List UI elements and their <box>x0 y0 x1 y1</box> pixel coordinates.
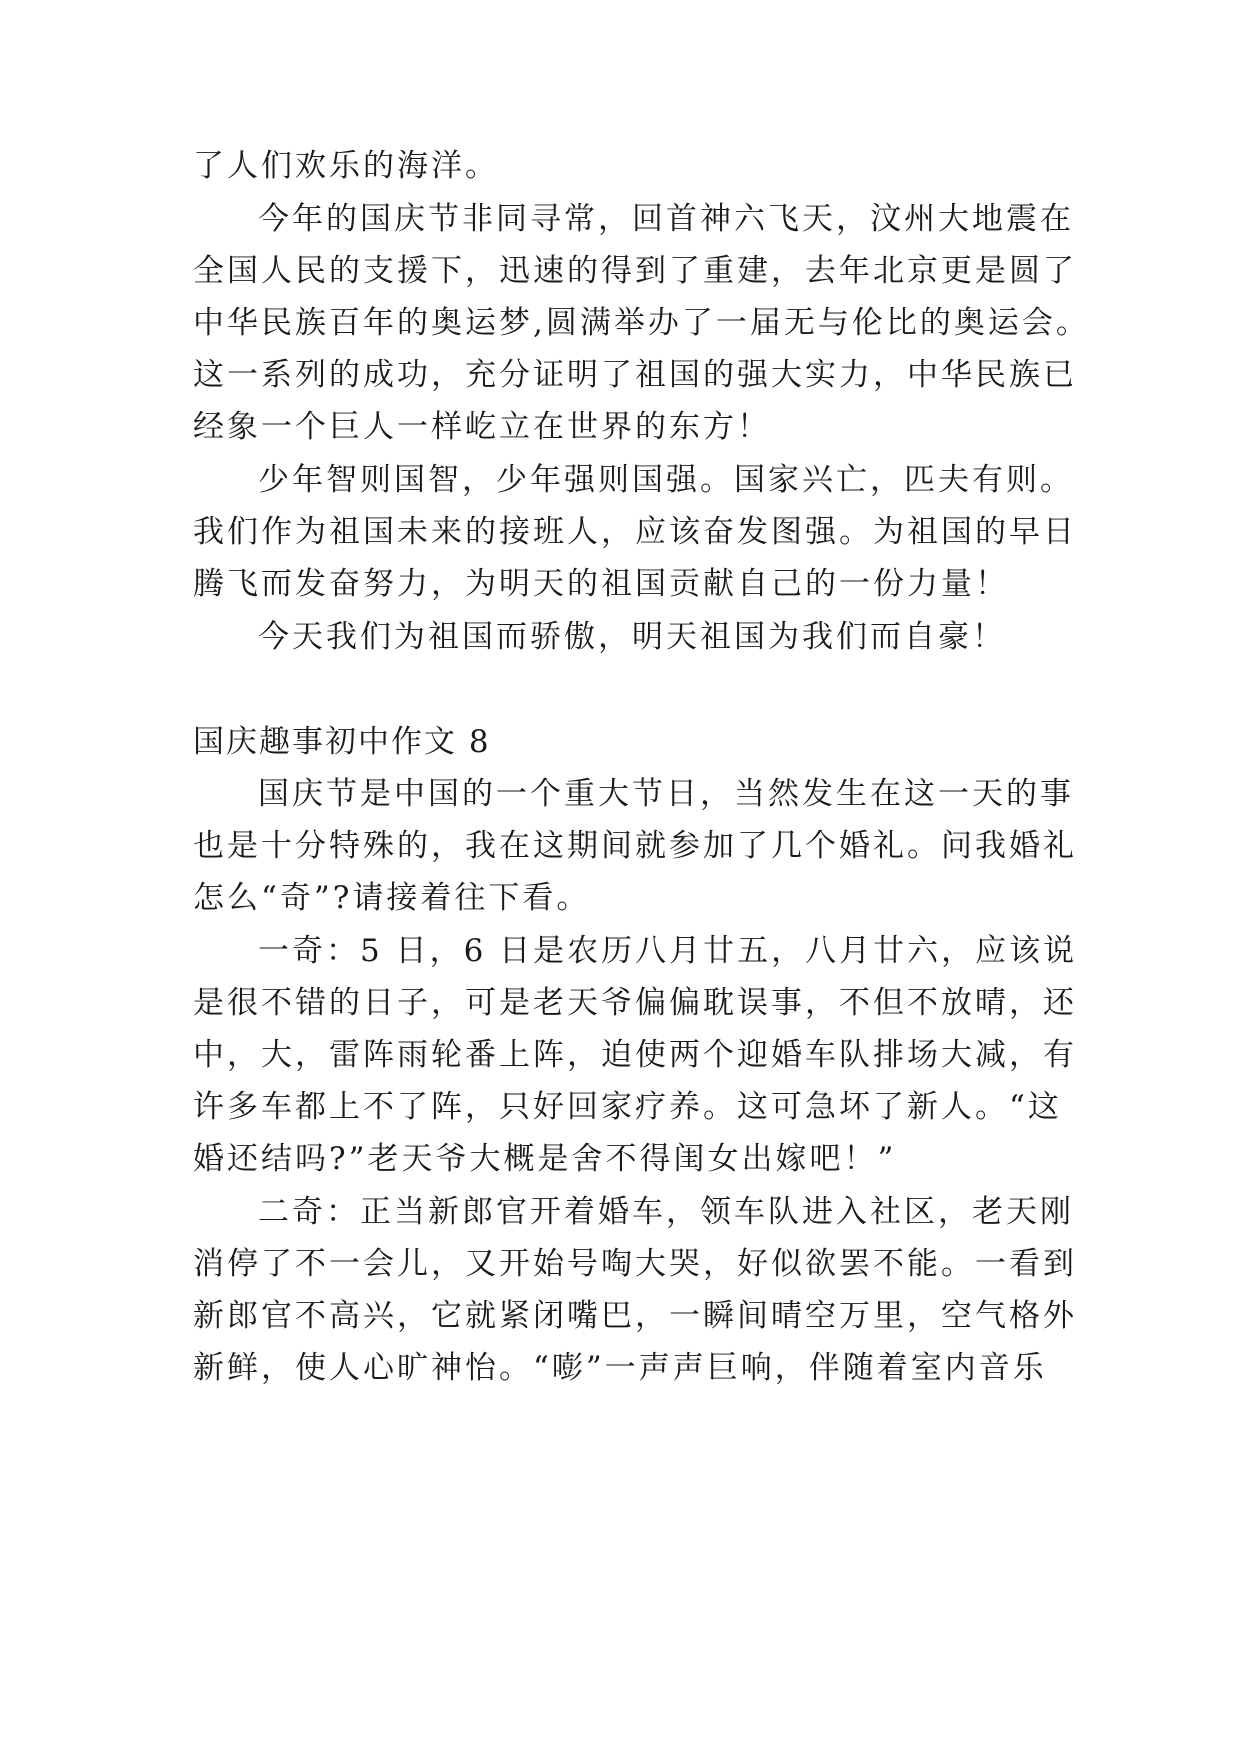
text-line: 全国人民的支援下，迅速的得到了重建，去年北京更是圆了 <box>193 253 1077 289</box>
text-line: 中，大，雷阵雨轮番上阵，迫使两个迎婚车队排场大减，有 <box>193 1037 1077 1073</box>
text-line: 新鲜，使人心旷神怡。“嘭”一声声巨响，伴随着室内音乐 <box>193 1350 1047 1386</box>
text-line: 中华民族百年的奥运梦,圆满举办了一届无与伦比的奥运会。 <box>193 305 1090 341</box>
text-line: 婚还结吗?”老天爷大概是舍不得闺女出嫁吧！” <box>193 1141 897 1177</box>
text-line: 二奇：正当新郎官开着婚车，领车队进入社区，老天刚 <box>258 1194 1074 1230</box>
text-line: 怎么“奇”?请接着往下看。 <box>193 880 591 916</box>
text-line: 新郎官不高兴，它就紧闭嘴巴，一瞬间晴空万里，空气格外 <box>193 1298 1077 1334</box>
text-line: 一奇：5 日，6 日是农历八月廿五，八月廿六，应该说 <box>258 933 1078 969</box>
text-line: 是很不错的日子，可是老天爷偏偏耽误事，不但不放晴，还 <box>193 985 1077 1021</box>
text-line: 今天我们为祖国而骄傲，明天祖国为我们而自豪！ <box>258 619 1006 655</box>
text-line: 也是十分特殊的，我在这期间就参加了几个婚礼。问我婚礼 <box>193 828 1077 864</box>
text-line: 今年的国庆节非同寻常，回首神六飞天，汶州大地震在 <box>258 201 1074 237</box>
text-line: 这一系列的成功，充分证明了祖国的强大实力，中华民族已 <box>193 357 1077 393</box>
section-title: 国庆趣事初中作文 8 <box>193 724 491 760</box>
text-line: 腾飞而发奋努力，为明天的祖国贡献自己的一份力量！ <box>193 566 1009 602</box>
text-line: 经象一个巨人一样屹立在世界的东方！ <box>193 409 771 445</box>
text-line: 国庆节是中国的一个重大节日，当然发生在这一天的事 <box>258 776 1074 812</box>
text-line: 少年智则国智，少年强则国强。国家兴亡，匹夫有则。 <box>258 462 1074 498</box>
text-line: 消停了不一会儿，又开始号啕大哭，好似欲罢不能。一看到 <box>193 1246 1077 1282</box>
text-line: 了人们欢乐的海洋。 <box>193 148 499 184</box>
text-line: 许多车都上不了阵，只好回家疗养。这可急坏了新人。“这 <box>193 1089 1062 1125</box>
text-line: 我们作为祖国未来的接班人，应该奋发图强。为祖国的早日 <box>193 514 1077 550</box>
